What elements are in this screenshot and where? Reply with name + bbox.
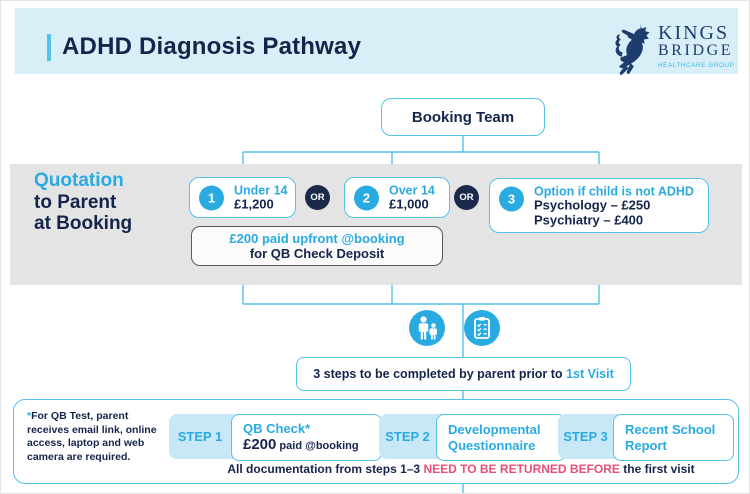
- qb-test-footnote: [27, 410, 167, 464]
- return-note-highlight: NEED TO BE RETURNED BEFORE: [423, 462, 620, 476]
- step-1-amount: £200: [243, 435, 277, 453]
- step-3-pill: [558, 414, 721, 459]
- deposit-note-node: [191, 226, 443, 266]
- or-badge-2: OR: [454, 185, 479, 210]
- quotation-heading-line2: to Parent: [34, 191, 117, 213]
- booking-team-node: [381, 98, 545, 136]
- step-1-detail-text: paid @booking: [276, 439, 359, 452]
- logo-word-kings: KINGS: [658, 22, 730, 44]
- step-1-label: STEP 1: [177, 429, 223, 444]
- step-1-title: QB Check*: [243, 421, 311, 436]
- parent-child-icon: [409, 310, 445, 346]
- option-2-price: £1,000: [389, 196, 429, 212]
- option-1-price: £1,200: [234, 196, 274, 212]
- option-1-title: Under 14: [234, 183, 288, 197]
- logo-tagline: HEALTHCARE GROUP: [658, 62, 735, 69]
- logo-word-bridge: BRIDGE: [658, 42, 734, 59]
- option-3-number-badge: 3: [499, 187, 524, 212]
- quotation-heading-line3: at Booking: [34, 213, 133, 234]
- option-2-number-badge: 2: [354, 185, 379, 210]
- booking-team-label: Booking Team: [411, 108, 515, 126]
- deposit-purpose-line: for QB Check Deposit: [249, 246, 385, 261]
- quotation-heading-line1: Quotation: [34, 170, 124, 191]
- title-accent-bar: [47, 34, 51, 61]
- step-1-pill: [169, 414, 369, 459]
- step-2-label: STEP 2: [385, 429, 430, 444]
- page-title: ADHD Diagnosis Pathway: [62, 33, 362, 60]
- step-3-card: [613, 414, 734, 461]
- quotation-heading: [34, 170, 132, 235]
- header-band: [15, 8, 738, 74]
- option-2-title: Over 14: [389, 183, 435, 197]
- return-note-suffix: the first visit: [619, 462, 695, 476]
- step-2-title: Developmental Questionnaire: [448, 422, 541, 453]
- step-2-card: [436, 414, 566, 461]
- option-3-title: Option if child is not ADHD: [534, 183, 694, 198]
- option-3-psychology-price: Psychology – £250: [534, 197, 651, 213]
- option-not-adhd-node: [489, 178, 709, 233]
- or-badge-1: OR: [305, 185, 330, 210]
- step-1-card: [231, 414, 382, 461]
- steps-banner-highlight: 1st Visit: [566, 367, 614, 381]
- option-1-text: [234, 183, 288, 212]
- logo-wordmark: [658, 24, 741, 69]
- option-over-14-node: [344, 177, 450, 218]
- step-2-pill: [379, 414, 553, 459]
- steps-banner-text: 3 steps to be completed by parent prior to: [313, 367, 567, 381]
- documentation-return-note: [161, 462, 750, 476]
- return-note-prefix: All documentation from steps 1–3: [227, 462, 424, 476]
- footnote-text: For QB Test, parent receives email link, online access, laptop and web camera are required.: [27, 410, 157, 463]
- option-under-14-node: [189, 177, 296, 218]
- option-3-psychiatry-price: Psychiatry – £400: [534, 211, 644, 227]
- step-1-detail: [243, 437, 381, 455]
- option-3-text: [534, 184, 694, 228]
- lion-rampant-icon: [611, 23, 655, 75]
- checklist-icon: [464, 310, 500, 346]
- kingsbridge-logo: [611, 20, 741, 76]
- steps-banner-node: [296, 357, 631, 391]
- step-3-title: Recent School Report: [625, 422, 716, 453]
- option-2-text: [389, 183, 435, 212]
- footnote-asterisk: *: [27, 410, 32, 422]
- step-3-label: STEP 3: [563, 429, 608, 444]
- option-1-number-badge: 1: [199, 185, 224, 210]
- deposit-amount-line: £200 paid upfront @booking: [229, 230, 405, 246]
